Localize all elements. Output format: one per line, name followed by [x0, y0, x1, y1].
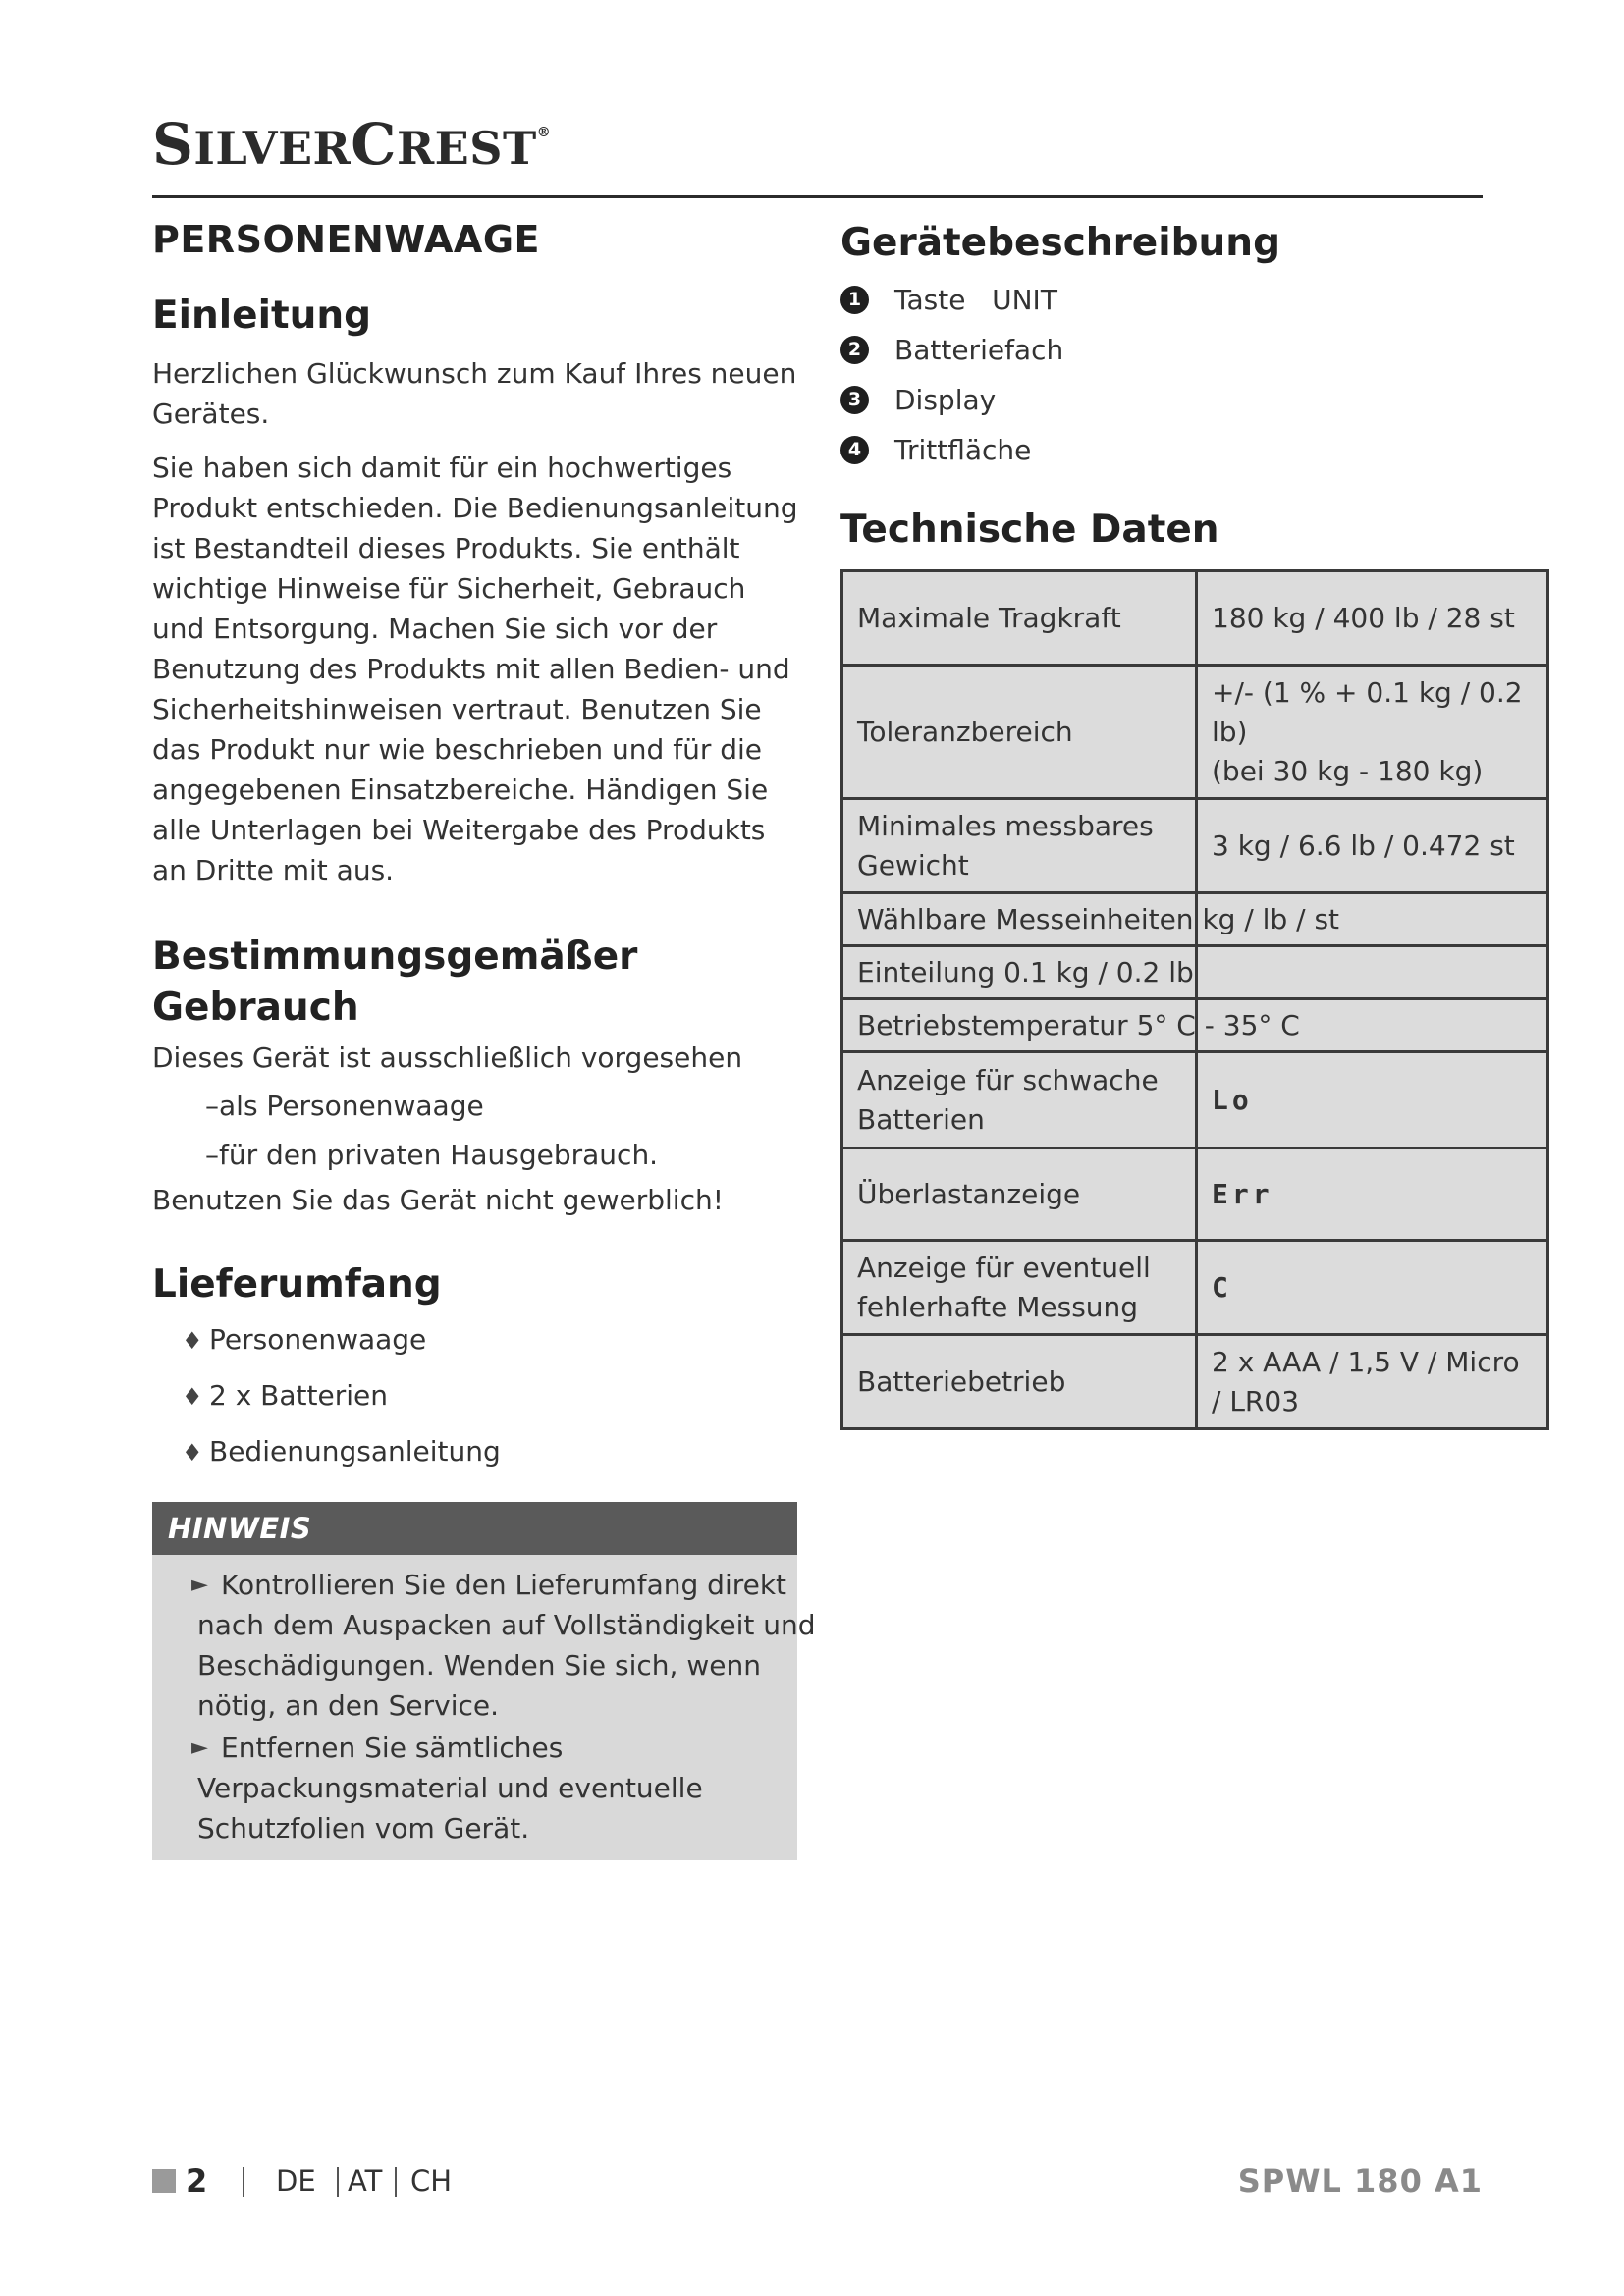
brand-logo: SILVERCREST®: [152, 111, 552, 178]
lcd-display-err: Err: [1197, 1148, 1548, 1241]
diamond-bullet-icon: ♦: [182, 1327, 203, 1355]
lieferumfang-list: [152, 1312, 800, 1480]
square-marker-icon: [152, 2169, 176, 2193]
table-cell: Minimales messbares Gewicht: [842, 799, 1197, 893]
table-row: [842, 666, 1548, 799]
list-item: 4 Trittfläche: [840, 425, 1489, 475]
lcd-display-lo: Lo: [1197, 1052, 1548, 1148]
table-cell: Batteriebetrieb: [842, 1335, 1197, 1429]
table-row: [842, 999, 1548, 1052]
einleitung-paragraph-2: Sie haben sich damit für ein hochwertiges Produkt entschieden. Die Bedienungsanleitung ist Bestandteil dieses Produkts. Sie enthält wichtige Hinweise für Sicherheit, Gebrauch und Entsorgung. Machen Sie sich vor der Benutzung des Produkts mit allen Bedien- und Sicherheitshinweisen vertraut. Benutzen Sie das Produkt nur wie beschrieben und für die angegebenen Einsatzbereiche. Händigen Sie alle Unterlagen bei Weitergabe des Produkts an Dritte mit aus.: [152, 452, 798, 886]
number-badge-icon: 4: [840, 436, 869, 464]
table-cell: [1197, 946, 1548, 999]
table-cell: Betriebstemperatur 5° C - 35° C: [842, 999, 1197, 1052]
geraet-heading: Gerätebeschreibung: [840, 221, 1280, 265]
page-number: 2: [186, 2163, 208, 2200]
table-row: [842, 1148, 1548, 1241]
bestimmung-item-1: –als Personenwaage: [205, 1090, 484, 1122]
hinweis-item-2: ► Entfernen Sie sämtliches Verpackungsmaterial und eventuelle Schutzfolien vom Gerät.: [197, 1728, 826, 1848]
table-cell: +/- (1 % + 0.1 kg / 0.2 lb) (bei 30 kg - 180 kg): [1197, 666, 1548, 799]
table-row: [842, 1335, 1548, 1429]
bestimmung-heading-line2: Gebrauch: [152, 986, 359, 1030]
list-item: 1 Taste UNIT: [840, 275, 1489, 325]
registered-mark: ®: [536, 125, 552, 140]
table-cell: 3 kg / 6.6 lb / 0.472 st: [1197, 799, 1548, 893]
hinweis-label: HINWEIS: [152, 1502, 797, 1555]
table-row: [842, 571, 1548, 666]
diamond-bullet-icon: ♦: [182, 1383, 203, 1411]
bestimmung-heading: [152, 932, 800, 1034]
table-cell: Anzeige für eventuell fehlerhafte Messung: [842, 1241, 1197, 1335]
footer-divider: [243, 2167, 244, 2197]
table-cell: 180 kg / 400 lb / 28 st: [1197, 571, 1548, 666]
lang-ch: CH: [410, 2164, 453, 2198]
footer-divider: [337, 2167, 339, 2197]
table-cell: Anzeige für schwache Batterien: [842, 1052, 1197, 1148]
page-footer: [152, 2160, 1483, 2203]
table-cell: 2 x AAA / 1,5 V / Micro / LR03: [1197, 1335, 1548, 1429]
list-item: 3 Display: [840, 375, 1489, 425]
right-column: [840, 218, 1523, 1430]
hinweis-box: [152, 1502, 816, 1860]
number-badge-icon: 1: [840, 286, 869, 314]
tech-table: [840, 569, 1549, 1430]
einleitung-heading: Einleitung: [152, 294, 372, 338]
table-cell: Toleranzbereich: [842, 666, 1197, 799]
list-item: ♦ Personenwaage: [182, 1312, 800, 1368]
bestimmung-intro: Dieses Gerät ist ausschließlich vorgesehen: [152, 1041, 743, 1074]
table-row: [842, 1241, 1548, 1335]
lang-de: DE: [276, 2164, 316, 2198]
table-row: [842, 799, 1548, 893]
diamond-bullet-icon: ♦: [182, 1439, 203, 1467]
einleitung-paragraph-1: Herzlichen Glückwunsch zum Kauf Ihres neuen Gerätes.: [152, 357, 797, 430]
arrow-right-icon: ►: [191, 1735, 208, 1760]
number-badge-icon: 2: [840, 336, 869, 364]
table-cell: Wählbare Messeinheiten kg / lb / st: [842, 893, 1197, 946]
table-row: [842, 1052, 1548, 1148]
table-cell: Maximale Tragkraft: [842, 571, 1197, 666]
geraet-list: [840, 275, 1489, 475]
list-item: 2 Batteriefach: [840, 325, 1489, 375]
table-row: [842, 893, 1548, 946]
table-row: [842, 946, 1548, 999]
bestimmung-outro: Benutzen Sie das Gerät nicht gewerblich!: [152, 1184, 724, 1216]
lcd-display-c: C: [1197, 1241, 1548, 1335]
list-item: ♦ Bedienungsanleitung: [182, 1424, 800, 1480]
lieferumfang-heading: Lieferumfang: [152, 1262, 442, 1307]
model-number: SPWL 180 A1: [1237, 2163, 1483, 2200]
footer-divider: [395, 2167, 397, 2197]
header-rule: [152, 195, 1483, 198]
lang-at: AT: [348, 2164, 383, 2198]
bestimmung-item-2: –für den privaten Hausgebrauch.: [205, 1139, 659, 1171]
hinweis-item-1: ► Kontrollieren Sie den Lieferumfang direkt nach dem Auspacken auf Vollständigkeit und Beschädigungen. Wenden Sie sich, wenn nötig, an den Service.: [197, 1565, 826, 1726]
table-cell: Überlastanzeige: [842, 1148, 1197, 1241]
number-badge-icon: 3: [840, 386, 869, 414]
tech-heading: Technische Daten: [840, 507, 1219, 552]
list-item: ♦ 2 x Batterien: [182, 1368, 800, 1424]
arrow-right-icon: ►: [191, 1573, 208, 1597]
bestimmung-heading-line1: Bestimmungsgemäßer: [152, 934, 638, 979]
page-title: PERSONENWAAGE: [152, 218, 540, 261]
left-column: [152, 218, 816, 1860]
table-cell: Einteilung 0.1 kg / 0.2 lb: [842, 946, 1197, 999]
